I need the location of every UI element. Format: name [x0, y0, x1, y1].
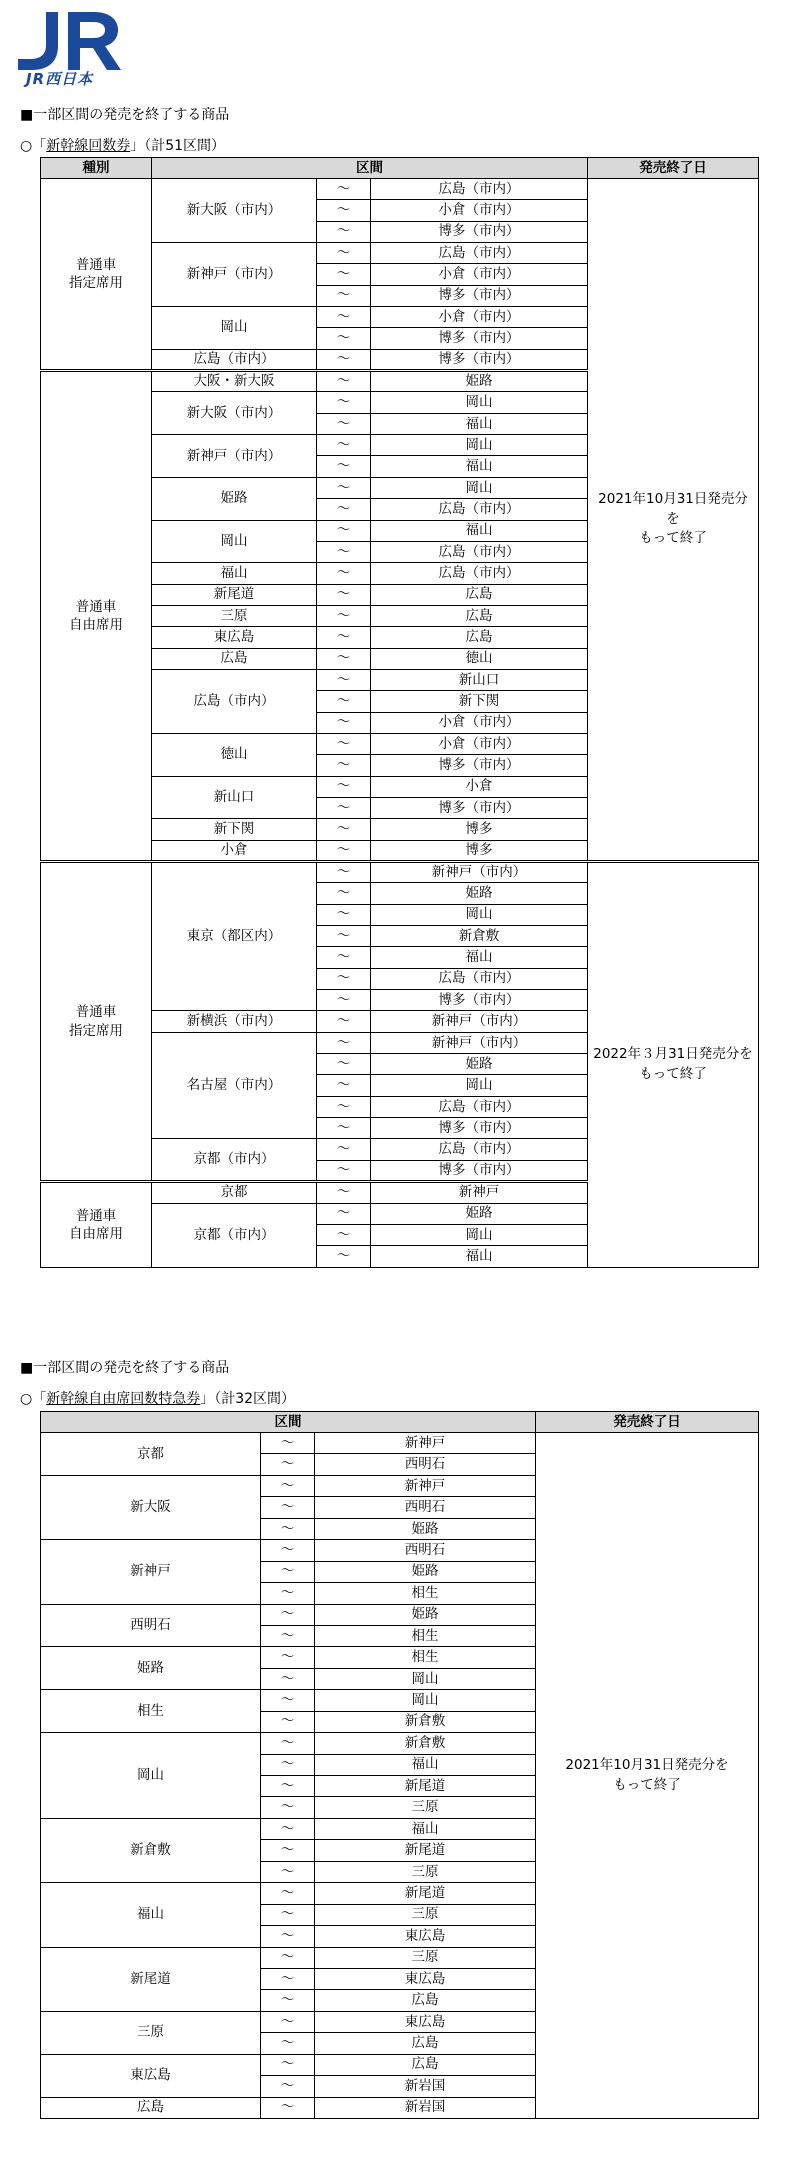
tilde-mark: ～	[261, 1518, 315, 1539]
ticket-category: 普通車 指定席用	[41, 862, 152, 1182]
tilde-mark: ～	[261, 1668, 315, 1689]
tilde-mark: ～	[317, 648, 371, 669]
tilde-mark: ～	[317, 477, 371, 498]
logo-text: JR西日本	[26, 70, 94, 88]
tilde-mark: ～	[261, 1433, 315, 1454]
destination-station: 岡山	[371, 435, 588, 456]
tilde-mark: ～	[317, 1139, 371, 1160]
header-end-date: 発売終了日	[536, 1412, 759, 1433]
origin-station: 三原	[41, 2011, 261, 2054]
origin-station: 小倉	[152, 840, 317, 861]
destination-station: 博多（市内）	[371, 221, 588, 242]
origin-station: 広島（市内）	[152, 349, 317, 370]
tilde-mark: ～	[317, 797, 371, 818]
header-section: 区間	[152, 158, 588, 179]
tilde-mark: ～	[317, 1182, 371, 1203]
destination-station: 博多（市内）	[371, 349, 588, 370]
destination-station: 西明石	[315, 1540, 536, 1561]
tilde-mark: ～	[317, 1246, 371, 1267]
origin-station: 新神戸（市内）	[152, 243, 317, 307]
destination-station: 岡山	[371, 904, 588, 925]
origin-station: 東広島	[41, 2054, 261, 2097]
tilde-mark: ～	[317, 243, 371, 264]
tilde-mark: ～	[261, 1754, 315, 1775]
origin-station: 名古屋（市内）	[152, 1032, 317, 1139]
destination-station: 姫路	[315, 1604, 536, 1625]
tilde-mark: ～	[261, 1776, 315, 1797]
tilde-mark: ～	[317, 456, 371, 477]
ticket-category: 普通車 自由席用	[41, 1182, 152, 1267]
tilde-mark: ～	[317, 563, 371, 584]
destination-station: 広島（市内）	[371, 541, 588, 562]
destination-station: 新倉敷	[315, 1711, 536, 1732]
destination-station: 広島	[315, 2054, 536, 2075]
table-row	[41, 179, 759, 200]
tilde-mark: ～	[261, 1711, 315, 1732]
destination-station: 福山	[371, 520, 588, 541]
tilde-mark: ～	[317, 776, 371, 797]
tilde-mark: ～	[261, 1604, 315, 1625]
destination-station: 広島（市内）	[371, 499, 588, 520]
tilde-mark: ～	[317, 392, 371, 413]
tilde-mark: ～	[261, 1990, 315, 2011]
destination-station: 博多（市内）	[371, 1160, 588, 1181]
destination-station: 広島	[315, 2033, 536, 2054]
destination-station: 新山口	[371, 669, 588, 690]
destination-station: 広島	[371, 605, 588, 626]
tilde-mark: ～	[261, 1583, 315, 1604]
destination-station: 東広島	[315, 1968, 536, 1989]
tilde-mark: ～	[317, 200, 371, 221]
origin-station: 新大阪（市内）	[152, 392, 317, 435]
destination-station: 三原	[315, 1797, 536, 1818]
destination-station: 広島	[315, 1990, 536, 2011]
destination-station: 広島（市内）	[371, 968, 588, 989]
destination-station: 小倉（市内）	[371, 712, 588, 733]
destination-station: 姫路	[371, 1054, 588, 1075]
destination-station: 岡山	[371, 477, 588, 498]
tilde-mark: ～	[317, 264, 371, 285]
tilde-mark: ～	[261, 1540, 315, 1561]
destination-station: 相生	[315, 1647, 536, 1668]
tilde-mark: ～	[317, 712, 371, 733]
tilde-mark: ～	[261, 1497, 315, 1518]
destination-station: 東広島	[315, 1926, 536, 1947]
tilde-mark: ～	[317, 968, 371, 989]
tilde-mark: ～	[317, 328, 371, 349]
tilde-mark: ～	[317, 755, 371, 776]
tilde-mark: ～	[261, 1904, 315, 1925]
tilde-mark: ～	[317, 1075, 371, 1096]
destination-station: 福山	[315, 1754, 536, 1775]
destination-station: 新神戸	[315, 1475, 536, 1496]
destination-station: 博多	[371, 819, 588, 840]
destination-station: 小倉（市内）	[371, 200, 588, 221]
destination-station: 広島（市内）	[371, 1096, 588, 1117]
tilde-mark: ～	[317, 1160, 371, 1181]
tilde-mark: ～	[261, 1818, 315, 1839]
origin-station: 三原	[152, 605, 317, 626]
destination-station: 新尾道	[315, 1840, 536, 1861]
tilde-mark: ～	[317, 1203, 371, 1224]
table-row	[41, 1433, 759, 1454]
origin-station: 岡山	[41, 1733, 261, 1819]
coupon-ticket-table	[40, 157, 759, 1268]
jr-west-logo	[12, 8, 124, 74]
destination-station: 小倉（市内）	[371, 307, 588, 328]
tilde-mark: ～	[317, 904, 371, 925]
origin-station: 京都（市内）	[152, 1203, 317, 1267]
origin-station: 東京（都区内）	[152, 862, 317, 1011]
origin-station: 東広島	[152, 627, 317, 648]
destination-station: 新岩国	[315, 2076, 536, 2097]
destination-station: 博多（市内）	[371, 990, 588, 1011]
origin-station: 新大阪（市内）	[152, 179, 317, 243]
tilde-mark: ～	[317, 1118, 371, 1139]
destination-station: 福山	[371, 456, 588, 477]
tilde-mark: ～	[317, 990, 371, 1011]
destination-station: 岡山	[315, 1668, 536, 1689]
destination-station: 福山	[371, 1246, 588, 1267]
destination-station: 広島（市内）	[371, 563, 588, 584]
tilde-mark: ～	[317, 1011, 371, 1032]
destination-station: 岡山	[371, 392, 588, 413]
tilde-mark: ～	[317, 669, 371, 690]
destination-station: 西明石	[315, 1497, 536, 1518]
destination-station: 広島（市内）	[371, 1139, 588, 1160]
tilde-mark: ～	[317, 733, 371, 754]
origin-station: 岡山	[152, 307, 317, 350]
tilde-mark: ～	[317, 349, 371, 370]
destination-station: 三原	[315, 1947, 536, 1968]
destination-station: 新神戸（市内）	[371, 1032, 588, 1053]
section1-subtitle: ○「新幹線回数券」（計51区間）	[20, 138, 226, 154]
tilde-mark: ～	[317, 1224, 371, 1245]
tilde-mark: ～	[317, 819, 371, 840]
origin-station: 姫路	[41, 1647, 261, 1690]
tilde-mark: ～	[261, 2033, 315, 2054]
origin-station: 京都	[41, 1433, 261, 1476]
section1-title: ■一部区間の発売を終了する商品	[20, 107, 230, 123]
destination-station: 広島	[371, 627, 588, 648]
end-date: 2021年10月31日発売分を もって終了	[536, 1433, 759, 2119]
tilde-mark: ～	[317, 840, 371, 861]
tilde-mark: ～	[261, 1968, 315, 1989]
origin-station: 岡山	[152, 520, 317, 563]
destination-station: 福山	[371, 947, 588, 968]
destination-station: 博多（市内）	[371, 1118, 588, 1139]
origin-station: 相生	[41, 1690, 261, 1733]
end-date: 2021年10月31日発売分を もって終了	[588, 179, 759, 862]
origin-station: 新横浜（市内）	[152, 1011, 317, 1032]
end-date: 2022年３月31日発売分をもって終了	[588, 862, 759, 1268]
destination-station: 小倉（市内）	[371, 264, 588, 285]
destination-station: 新倉敷	[315, 1733, 536, 1754]
destination-station: 小倉（市内）	[371, 733, 588, 754]
destination-station: 相生	[315, 1625, 536, 1646]
tilde-mark: ～	[317, 413, 371, 434]
destination-station: 姫路	[371, 371, 588, 392]
tilde-mark: ～	[261, 1883, 315, 1904]
origin-station: 京都（市内）	[152, 1139, 317, 1182]
origin-station: 新大阪	[41, 1475, 261, 1539]
tilde-mark: ～	[317, 285, 371, 306]
tilde-mark: ～	[261, 2011, 315, 2032]
section2-title: ■一部区間の発売を終了する商品	[20, 1360, 230, 1376]
origin-station: 新倉敷	[41, 1818, 261, 1882]
destination-station: 姫路	[315, 1561, 536, 1582]
destination-station: 岡山	[371, 1224, 588, 1245]
tilde-mark: ～	[261, 1625, 315, 1646]
destination-station: 岡山	[315, 1690, 536, 1711]
origin-station: 姫路	[152, 477, 317, 520]
header-end-date: 発売終了日	[588, 158, 759, 179]
origin-station: 広島	[41, 2097, 261, 2118]
origin-station: 広島	[152, 648, 317, 669]
tilde-mark: ～	[317, 520, 371, 541]
tilde-mark: ～	[261, 2097, 315, 2118]
destination-station: 新尾道	[315, 1883, 536, 1904]
destination-station: 小倉	[371, 776, 588, 797]
tilde-mark: ～	[261, 1475, 315, 1496]
destination-station: 姫路	[371, 883, 588, 904]
tilde-mark: ～	[261, 2054, 315, 2075]
tilde-mark: ～	[317, 307, 371, 328]
origin-station: 新尾道	[41, 1947, 261, 2011]
destination-station: 新神戸（市内）	[371, 1011, 588, 1032]
destination-station: 新神戸（市内）	[371, 862, 588, 883]
origin-station: 新尾道	[152, 584, 317, 605]
header-row	[41, 1412, 759, 1433]
ticket-category: 普通車 指定席用	[41, 179, 152, 371]
ticket-category: 普通車 自由席用	[41, 371, 152, 862]
tilde-mark: ～	[317, 541, 371, 562]
destination-station: 姫路	[371, 1203, 588, 1224]
destination-station: 新倉敷	[371, 926, 588, 947]
tilde-mark: ～	[317, 926, 371, 947]
destination-station: 岡山	[371, 1075, 588, 1096]
destination-station: 新下関	[371, 691, 588, 712]
destination-station: 博多（市内）	[371, 755, 588, 776]
destination-station: 姫路	[315, 1518, 536, 1539]
origin-station: 大阪・新大阪	[152, 371, 317, 392]
origin-station: 徳山	[152, 733, 317, 776]
destination-station: 徳山	[371, 648, 588, 669]
destination-station: 福山	[371, 413, 588, 434]
tilde-mark: ～	[261, 1561, 315, 1582]
tilde-mark: ～	[261, 2076, 315, 2097]
origin-station: 新下関	[152, 819, 317, 840]
tilde-mark: ～	[261, 1797, 315, 1818]
origin-station: 京都	[152, 1182, 317, 1203]
destination-station: 新神戸	[315, 1433, 536, 1454]
tilde-mark: ～	[261, 1454, 315, 1475]
origin-station: 広島（市内）	[152, 669, 317, 733]
tilde-mark: ～	[261, 1947, 315, 1968]
tilde-mark: ～	[317, 179, 371, 200]
tilde-mark: ～	[317, 1054, 371, 1075]
tilde-mark: ～	[317, 947, 371, 968]
destination-station: 新尾道	[315, 1776, 536, 1797]
destination-station: 新神戸	[371, 1182, 588, 1203]
origin-station: 福山	[152, 563, 317, 584]
tilde-mark: ～	[317, 584, 371, 605]
destination-station: 博多（市内）	[371, 285, 588, 306]
destination-station: 広島	[371, 584, 588, 605]
destination-station: 相生	[315, 1583, 536, 1604]
destination-station: 三原	[315, 1904, 536, 1925]
destination-station: 博多（市内）	[371, 797, 588, 818]
table-row	[41, 862, 759, 883]
destination-station: 新岩国	[315, 2097, 536, 2118]
tilde-mark: ～	[261, 1840, 315, 1861]
header-row	[41, 158, 759, 179]
tilde-mark: ～	[317, 435, 371, 456]
tilde-mark: ～	[261, 1926, 315, 1947]
tilde-mark: ～	[317, 883, 371, 904]
tilde-mark: ～	[261, 1861, 315, 1882]
header-type: 種別	[41, 158, 152, 179]
destination-station: 博多	[371, 840, 588, 861]
origin-station: 新山口	[152, 776, 317, 819]
origin-station: 福山	[41, 1883, 261, 1947]
tilde-mark: ～	[317, 1032, 371, 1053]
origin-station: 新神戸（市内）	[152, 435, 317, 478]
destination-station: 広島（市内）	[371, 179, 588, 200]
destination-station: 東広島	[315, 2011, 536, 2032]
tilde-mark: ～	[317, 691, 371, 712]
origin-station: 新神戸	[41, 1540, 261, 1604]
tilde-mark: ～	[317, 499, 371, 520]
section2-subtitle: ○「新幹線自由席回数特急券」（計32区間）	[20, 1391, 296, 1407]
tilde-mark: ～	[317, 627, 371, 648]
tilde-mark: ～	[261, 1733, 315, 1754]
tilde-mark: ～	[317, 1096, 371, 1117]
destination-station: 西明石	[315, 1454, 536, 1475]
destination-station: 博多（市内）	[371, 328, 588, 349]
destination-station: 広島（市内）	[371, 243, 588, 264]
origin-station: 西明石	[41, 1604, 261, 1647]
tilde-mark: ～	[261, 1690, 315, 1711]
header-section: 区間	[41, 1412, 536, 1433]
tilde-mark: ～	[317, 371, 371, 392]
tilde-mark: ～	[261, 1647, 315, 1668]
tilde-mark: ～	[317, 605, 371, 626]
express-coupon-table	[40, 1411, 759, 2119]
destination-station: 福山	[315, 1818, 536, 1839]
tilde-mark: ～	[317, 862, 371, 883]
destination-station: 三原	[315, 1861, 536, 1882]
tilde-mark: ～	[317, 221, 371, 242]
